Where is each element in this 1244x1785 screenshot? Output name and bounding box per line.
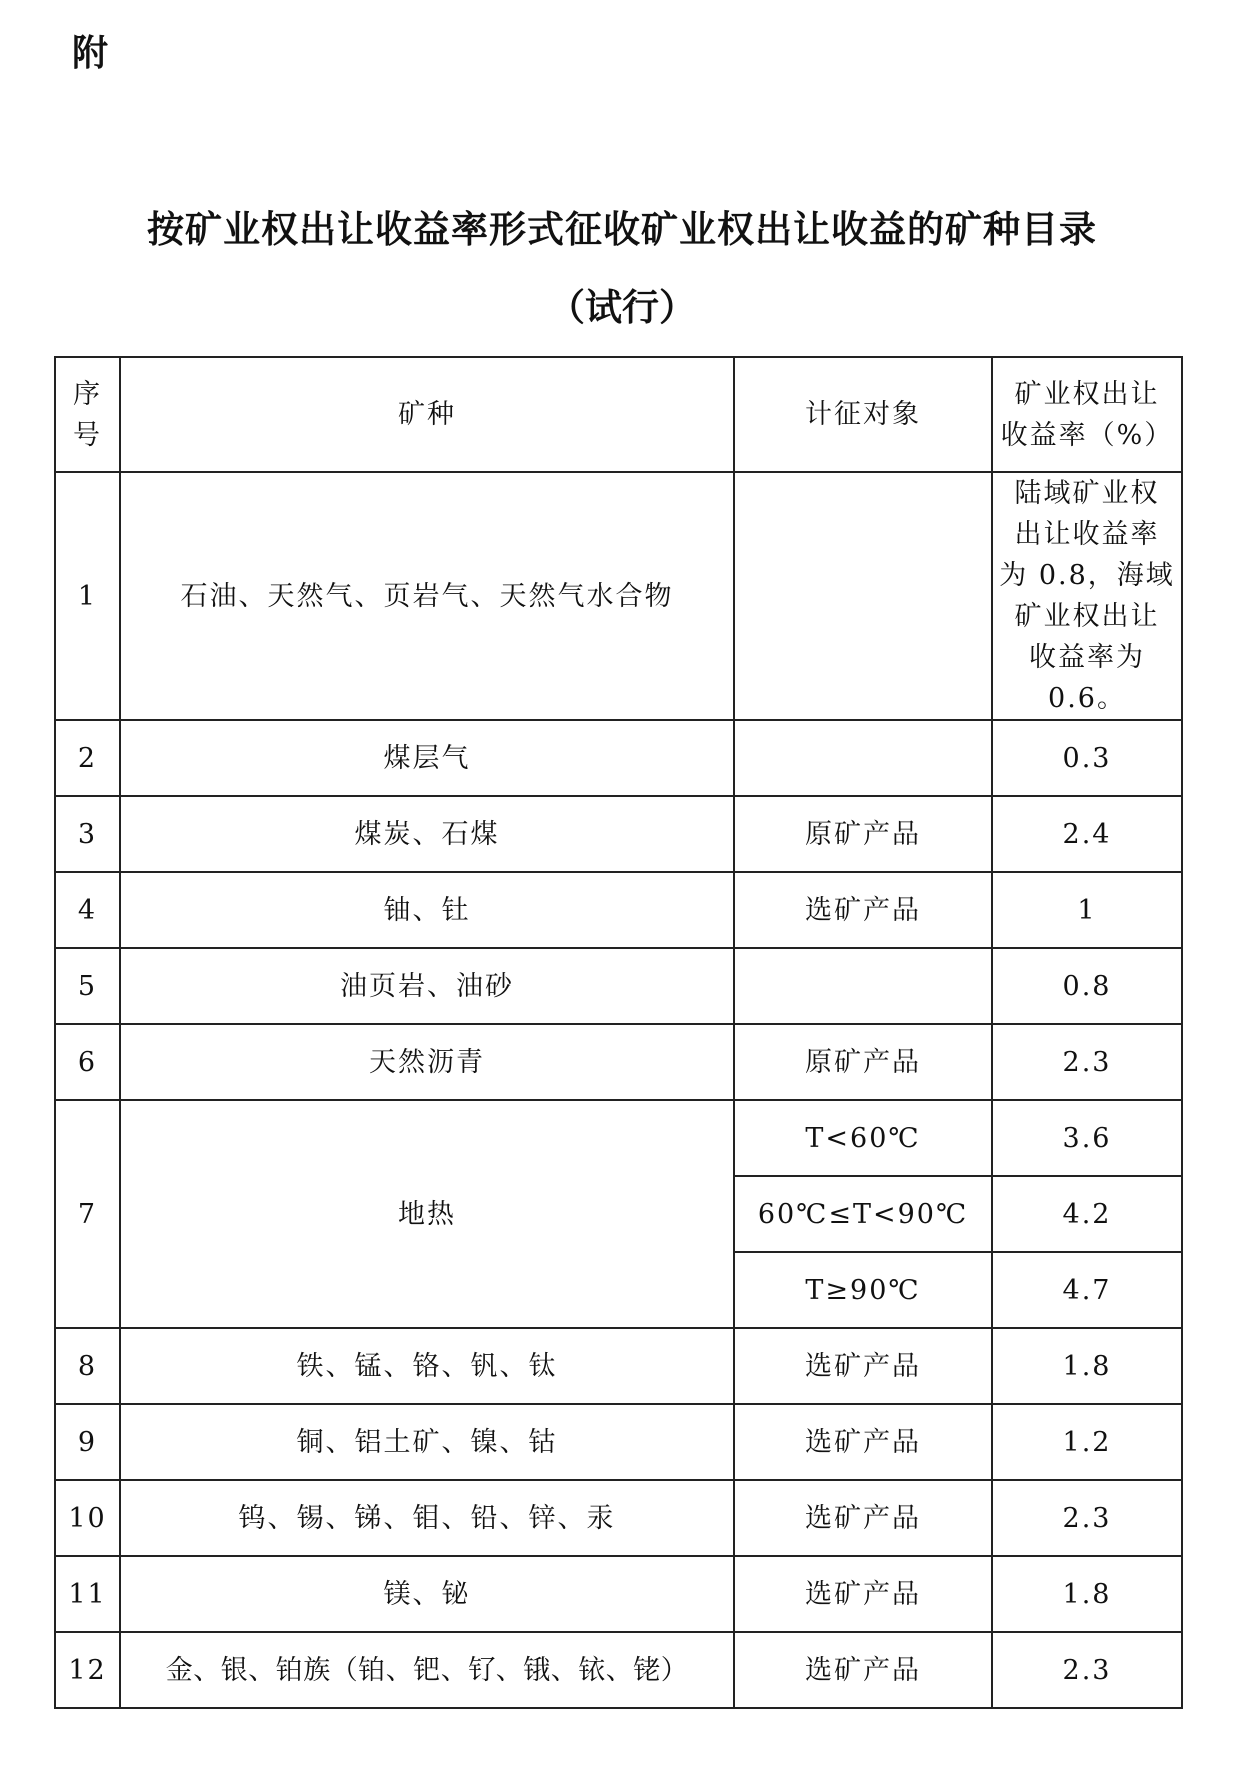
cell-object: 选矿产品 bbox=[734, 872, 992, 948]
table-row bbox=[55, 720, 1182, 796]
header-seq bbox=[55, 357, 120, 472]
table-row bbox=[55, 472, 1182, 720]
cell-object: 选矿产品 bbox=[734, 1328, 992, 1404]
cell-object bbox=[734, 472, 992, 720]
cell-rate: 2.3 bbox=[992, 1632, 1182, 1708]
cell-object: 选矿产品 bbox=[734, 1556, 992, 1632]
cell-object: 原矿产品 bbox=[734, 1024, 992, 1100]
cell-mineral: 煤炭、石煤 bbox=[120, 796, 734, 872]
table-row bbox=[55, 1328, 1182, 1404]
document-title: 按矿业权出让收益率形式征收矿业权出让收益的矿种目录 bbox=[147, 208, 1097, 251]
rate-note-line: 陆域矿业权 bbox=[1014, 478, 1160, 509]
cell-mineral: 煤层气 bbox=[120, 720, 734, 796]
header-rate bbox=[992, 357, 1182, 472]
cell-seq: 8 bbox=[55, 1328, 120, 1404]
table-row bbox=[55, 1024, 1182, 1100]
header-rate-line2: 收益率（%） bbox=[1000, 419, 1174, 451]
table-row bbox=[55, 1404, 1182, 1480]
cell-object bbox=[734, 948, 992, 1024]
rate-note-line: 为 0.8，海域 bbox=[999, 560, 1175, 591]
table-header-row bbox=[55, 357, 1182, 472]
cell-object: 选矿产品 bbox=[734, 1404, 992, 1480]
header-mineral: 矿种 bbox=[120, 357, 734, 472]
cell-object: T≥90℃ bbox=[734, 1252, 992, 1328]
table-row bbox=[55, 1480, 1182, 1556]
cell-rate: 1.2 bbox=[992, 1404, 1182, 1480]
header-seq-line2: 号 bbox=[73, 419, 102, 451]
cell-seq: 12 bbox=[55, 1632, 120, 1708]
table-row bbox=[55, 872, 1182, 948]
annex-label: 附 bbox=[72, 33, 109, 74]
table-row bbox=[55, 948, 1182, 1024]
cell-rate: 3.6 bbox=[992, 1100, 1182, 1176]
cell-rate: 1 bbox=[992, 872, 1182, 948]
rate-note-line: 出让收益率 bbox=[1014, 519, 1160, 550]
cell-object: 选矿产品 bbox=[734, 1480, 992, 1556]
cell-mineral: 地热 bbox=[120, 1100, 734, 1328]
cell-seq: 9 bbox=[55, 1404, 120, 1480]
cell-seq: 7 bbox=[55, 1100, 120, 1328]
cell-mineral: 铜、铝土矿、镍、钴 bbox=[120, 1404, 734, 1480]
cell-seq: 2 bbox=[55, 720, 120, 796]
cell-seq: 3 bbox=[55, 796, 120, 872]
cell-seq: 6 bbox=[55, 1024, 120, 1100]
header-object: 计征对象 bbox=[734, 357, 992, 472]
cell-object bbox=[734, 720, 992, 796]
table-row bbox=[55, 796, 1182, 872]
cell-seq: 11 bbox=[55, 1556, 120, 1632]
cell-rate: 2.3 bbox=[992, 1480, 1182, 1556]
table-row bbox=[55, 1556, 1182, 1632]
header-seq-line1: 序 bbox=[73, 378, 102, 410]
cell-rate: 2.3 bbox=[992, 1024, 1182, 1100]
cell-rate: 0.8 bbox=[992, 948, 1182, 1024]
rate-note-line: 0.6。 bbox=[1048, 683, 1126, 714]
cell-seq: 1 bbox=[55, 472, 120, 720]
cell-mineral: 钨、锡、锑、钼、铅、锌、汞 bbox=[120, 1480, 734, 1556]
cell-rate: 0.3 bbox=[992, 720, 1182, 796]
table-row bbox=[55, 1632, 1182, 1708]
cell-rate-note bbox=[992, 472, 1182, 720]
cell-mineral: 油页岩、油砂 bbox=[120, 948, 734, 1024]
cell-object: 选矿产品 bbox=[734, 1632, 992, 1708]
cell-seq: 5 bbox=[55, 948, 120, 1024]
cell-rate: 1.8 bbox=[992, 1328, 1182, 1404]
cell-mineral: 镁、铋 bbox=[120, 1556, 734, 1632]
rate-note-line: 矿业权出让 bbox=[1014, 601, 1160, 632]
cell-mineral: 铀、钍 bbox=[120, 872, 734, 948]
cell-object: 原矿产品 bbox=[734, 796, 992, 872]
cell-object: T<60℃ bbox=[734, 1100, 992, 1176]
cell-rate: 4.7 bbox=[992, 1252, 1182, 1328]
rate-note-line: 收益率为 bbox=[1029, 642, 1145, 673]
document-subtitle: （试行） bbox=[548, 286, 696, 329]
cell-seq: 4 bbox=[55, 872, 120, 948]
cell-rate: 4.2 bbox=[992, 1176, 1182, 1252]
cell-seq: 10 bbox=[55, 1480, 120, 1556]
cell-rate: 2.4 bbox=[992, 796, 1182, 872]
header-rate-line1: 矿业权出让 bbox=[1014, 378, 1160, 410]
cell-mineral: 铁、锰、铬、钒、钛 bbox=[120, 1328, 734, 1404]
mineral-catalog-table bbox=[54, 356, 1183, 1709]
cell-mineral: 金、银、铂族（铂、钯、钌、锇、铱、铑） bbox=[120, 1632, 734, 1708]
cell-rate: 1.8 bbox=[992, 1556, 1182, 1632]
table-row bbox=[55, 1100, 1182, 1176]
cell-mineral: 天然沥青 bbox=[120, 1024, 734, 1100]
cell-mineral: 石油、天然气、页岩气、天然气水合物 bbox=[120, 472, 734, 720]
cell-object: 60℃≤T<90℃ bbox=[734, 1176, 992, 1252]
